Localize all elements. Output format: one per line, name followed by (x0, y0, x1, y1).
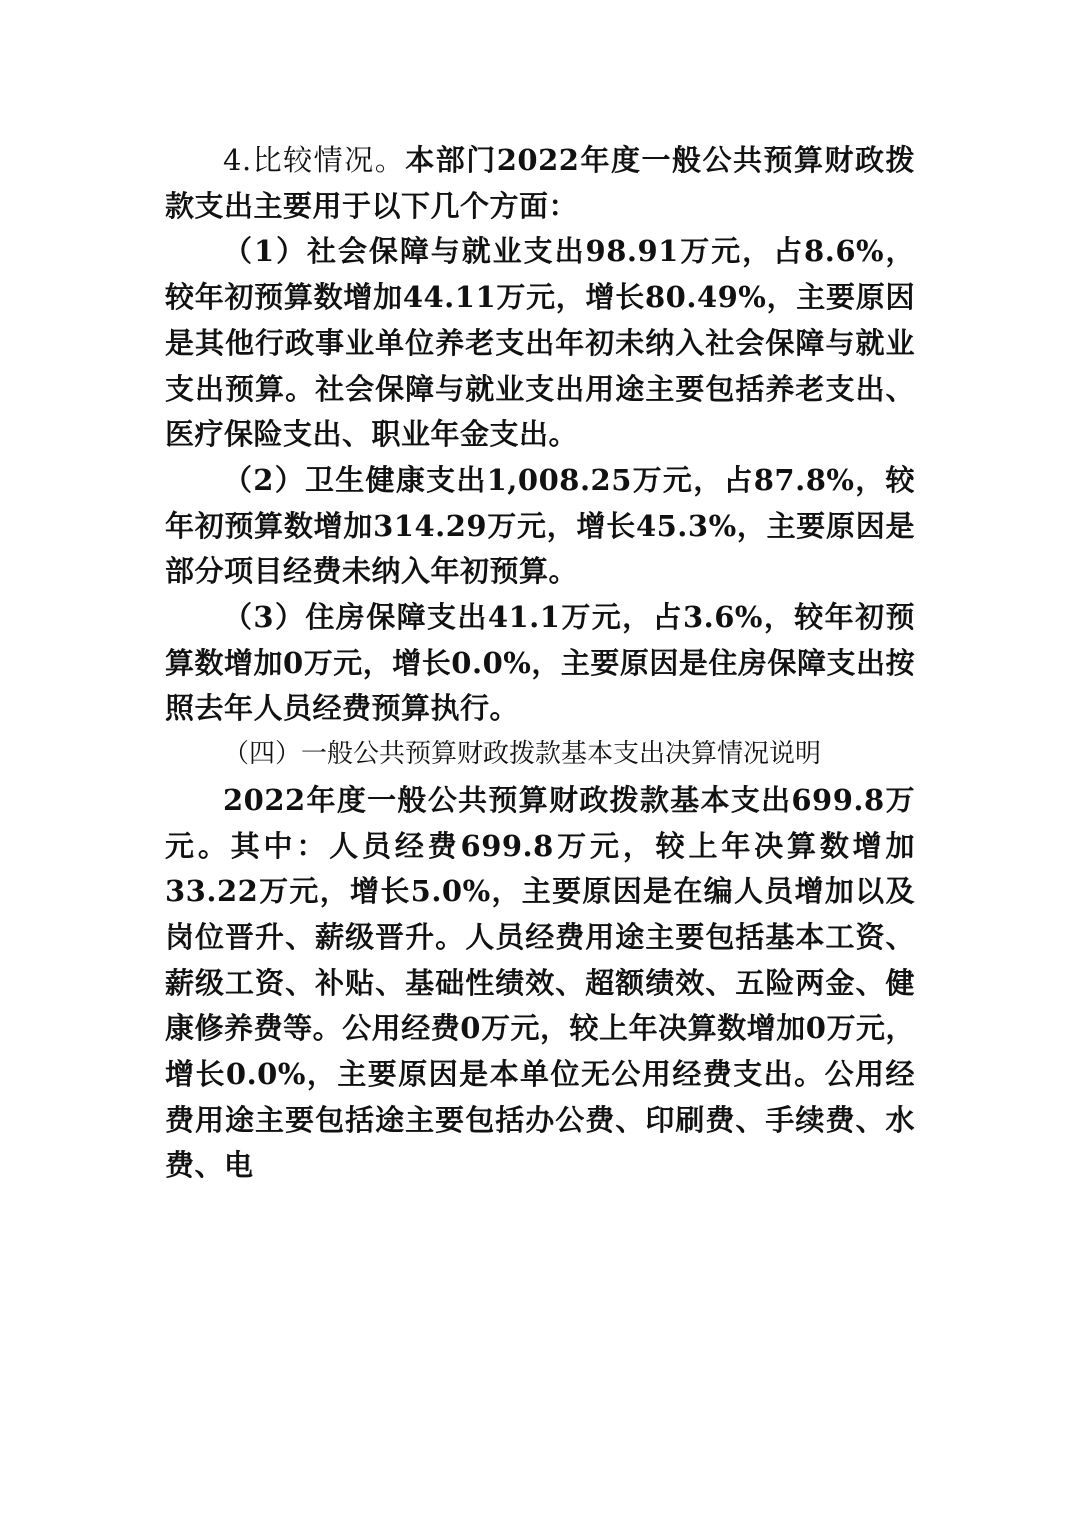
basic-expenditure-paragraph: 2022年度一般公共预算财政拨款基本支出699.8万元。其中：人员经费699.8万元，较上年决算数增加33.22万元，增长5.0%，主要原因是在编人员增加以及岗位晋升、薪级晋升。人员经费用途主要包括基本工资、薪级工资、补贴、基础性绩效、超额绩效、五险两金、健康修养费等。公用经费0万元，较上年决算数增加0万元，增长0.0%，主要原因是本单位无公用经费支出。公用经费用途主要包括途主要包括办公费、印刷费、手续费、水费、电 (165, 782, 915, 1183)
item-3-paragraph: （3）住房保障支出41.1万元，占3.6%，较年初预算数增加0万元，增长0.0%，主要原因是住房保障支出按照去年人员经费预算执行。 (165, 600, 915, 726)
document-page (165, 138, 915, 1189)
section-4-paragraph (165, 138, 915, 229)
item-2-paragraph: （2）卫生健康支出1,008.25万元，占87.8%，较年初预算数增加314.29万元，增长45.3%，主要原因是部分项目经费未纳入年初预算。 (165, 462, 915, 589)
item-1-paragraph: （1）社会保障与就业支出98.91万元，占8.6%，较年初预算数增加44.11万元，增长80.49%，主要原因是其他行政事业单位养老支出年初未纳入社会保障与就业支出预算。社会保障与就业支出用途主要包括养老支出、医疗保险支出、职业年金支出。 (165, 234, 915, 452)
section-4-lead: 4.比较情况。 (223, 143, 406, 177)
section-4-text: 本部门2022年度一般公共预算财政拨款支出主要用于以下几个方面： (165, 143, 915, 223)
section-heading-4: （四）一般公共预算财政拨款基本支出决算情况说明 (223, 739, 822, 770)
